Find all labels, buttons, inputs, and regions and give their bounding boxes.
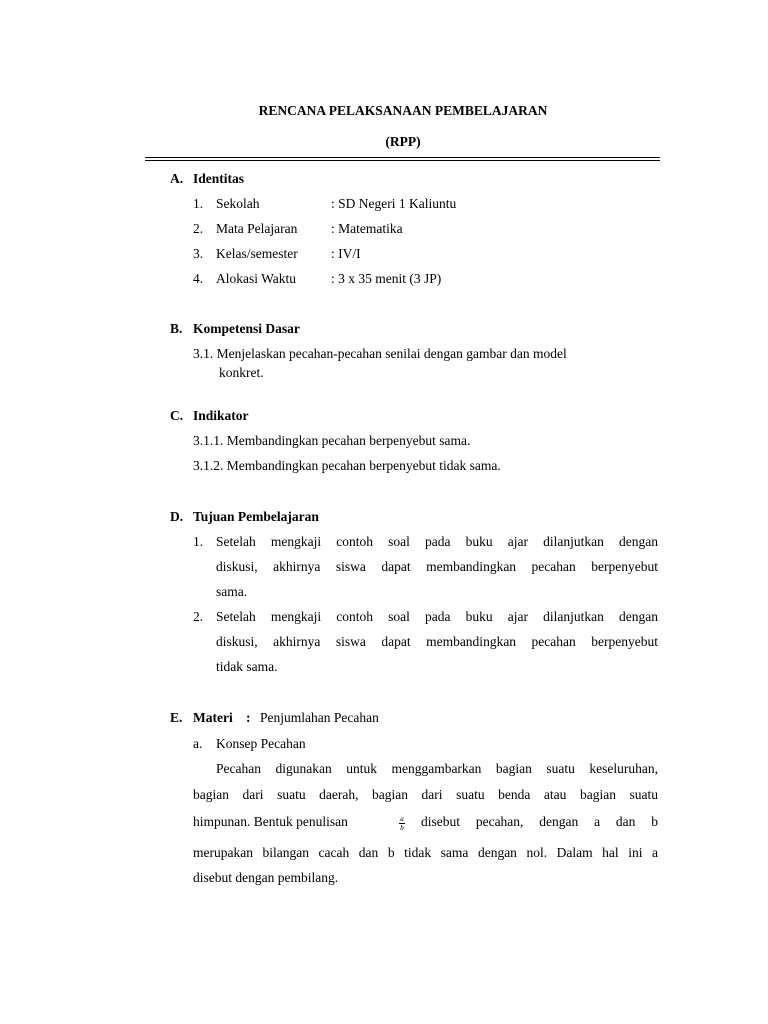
competency-line: 3.1. Menjelaskan pecahan-pecahan senilai dengan gambar dan model bbox=[193, 346, 567, 361]
goal-line: tidak sama. bbox=[216, 659, 278, 674]
fraction-a-over-b bbox=[397, 815, 407, 833]
fraction-denominator: b bbox=[400, 824, 404, 832]
identity-value: : Matematika bbox=[331, 221, 403, 236]
paragraph-line: disebut dengan pembilang. bbox=[193, 870, 339, 885]
identity-number: 2. bbox=[193, 221, 204, 236]
goal-number: 1. bbox=[193, 534, 204, 549]
paragraph-line: bagian dari suatu daerah, bagian dari suatu benda atau bagian suatu bbox=[193, 787, 658, 802]
indicator-item: 3.1.1. Membandingkan pecahan berpenyebut sama. bbox=[193, 433, 471, 448]
goal-line: sama. bbox=[216, 584, 248, 599]
identity-label: Mata Pelajaran bbox=[216, 221, 298, 236]
paragraph-line-part: disebut pecahan, dengan a dan b bbox=[421, 814, 658, 829]
identity-label: Sekolah bbox=[216, 196, 260, 211]
paragraph-line: merupakan bilangan cacah dan b tidak sama dengan nol. Dalam hal ini a bbox=[193, 845, 658, 860]
section-d-title: Tujuan Pembelajaran bbox=[193, 509, 319, 524]
identity-value: : SD Negeri 1 Kaliuntu bbox=[331, 196, 457, 211]
goal-line: diskusi, akhirnya siswa dapat membandingkan pecahan berpenyebut bbox=[216, 634, 658, 649]
fraction-numerator: a bbox=[400, 815, 404, 823]
paragraph-line-part: himpunan. Bentuk penulisan bbox=[193, 814, 348, 829]
goal-line: diskusi, akhirnya siswa dapat membandingkan pecahan berpenyebut bbox=[216, 559, 658, 574]
subsection-number: a. bbox=[193, 736, 203, 751]
section-b-title: Kompetensi Dasar bbox=[193, 321, 300, 336]
title-rule-top bbox=[145, 157, 660, 158]
title-rule-bottom bbox=[145, 160, 660, 161]
identity-number: 4. bbox=[193, 271, 204, 286]
material-topic: Penjumlahan Pecahan bbox=[260, 710, 379, 725]
identity-value: : IV/I bbox=[331, 246, 361, 261]
indicator-item: 3.1.2. Membandingkan pecahan berpenyebut tidak sama. bbox=[193, 458, 501, 473]
identity-number: 3. bbox=[193, 246, 204, 261]
document-title: RENCANA PELAKSANAAN PEMBELAJARAN bbox=[258, 103, 548, 118]
goal-number: 2. bbox=[193, 609, 204, 624]
identity-number: 1. bbox=[193, 196, 204, 211]
paragraph-line: Pecahan digunakan untuk menggambarkan bagian suatu keseluruhan, bbox=[216, 761, 658, 776]
section-e-letter: E. bbox=[170, 710, 183, 725]
section-a-title: Identitas bbox=[193, 171, 245, 186]
section-e-title: Materi bbox=[193, 710, 233, 725]
goal-line: Setelah mengkaji contoh soal pada buku ajar dilanjutkan dengan bbox=[216, 534, 658, 549]
section-e-colon: : bbox=[246, 710, 251, 725]
document-subtitle: (RPP) bbox=[385, 134, 421, 149]
goal-line: Setelah mengkaji contoh soal pada buku ajar dilanjutkan dengan bbox=[216, 609, 658, 624]
identity-label: Alokasi Waktu bbox=[216, 271, 297, 286]
subsection-title: Konsep Pecahan bbox=[216, 736, 306, 751]
section-c-title: Indikator bbox=[193, 408, 249, 423]
competency-line-continued: konkret. bbox=[219, 365, 264, 380]
section-a-letter: A. bbox=[170, 171, 184, 186]
identity-label: Kelas/semester bbox=[216, 246, 298, 261]
section-d-letter: D. bbox=[170, 509, 184, 524]
section-c-letter: C. bbox=[170, 408, 184, 423]
identity-value: : 3 x 35 menit (3 JP) bbox=[331, 271, 442, 286]
section-b-letter: B. bbox=[170, 321, 183, 336]
